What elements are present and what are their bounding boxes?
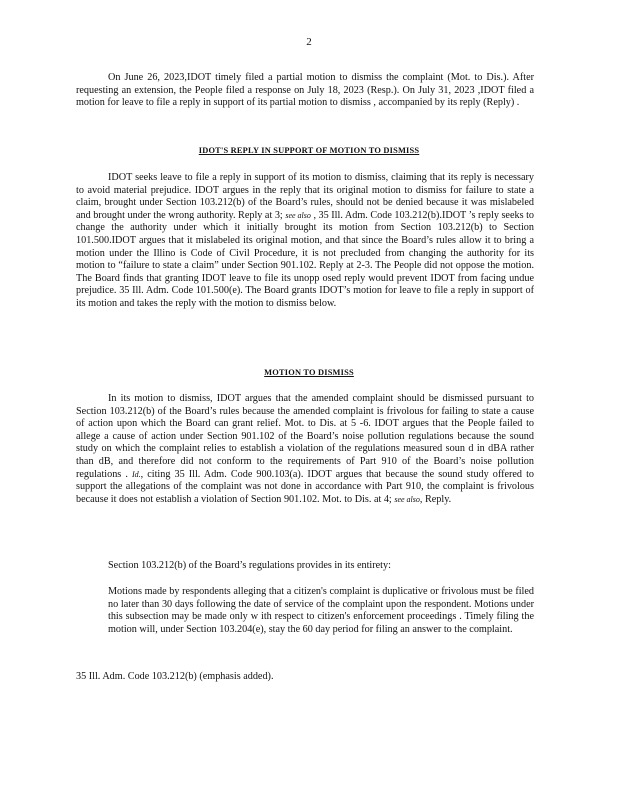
paragraph-intro-quote: Section 103.212(b) of the Board’s regulations provides in its entirety: [108, 560, 391, 571]
p2-text-b: , 35 Ill. Adm. Code 103.212(b).IDOT ’s reply seeks to change the authority under which it initially brought its motion from Section 103.212(b) to Section 101.500.IDOT argues that it mislabeled its original motion, and that since the Board’s rules allow it to bring a motion under the Illino is Code of Civil Procedure, it is not precluded from changing the authority for its motion to “failure to state a claim” under Section 901.102. Reply at 2-3. The People did not oppose the motion. The Board finds that granting IDOT leave to file its unopp osed reply would prevent IDOT from facing undue prejudice. 35 Ill. Adm. Code 101.500(e). The Board grants IDOT’s motion for leave to file a reply in support of its motion and takes the reply with the motion to dismiss below. [76, 209, 535, 309]
heading-motion-text: MOTION TO DISMISS [264, 368, 354, 377]
page-number: 2 [306, 36, 312, 48]
paragraph-procedural-history: On June 26, 2023,IDOT timely filed a partial motion to dismiss the complaint (Mot. to Dis.). After requesting an extension, the People filed a response on July 18, 2023 (Resp.). On July 31, 2023 ,IDOT filed a motion for leave to file a reply in support of its partial motion to dismiss , accompanied by its reply (Reply) . [76, 72, 534, 109]
section-heading-reply [0, 146, 618, 155]
p3-id: Id. [131, 469, 141, 479]
p3-see-also: see also [394, 494, 420, 504]
citation-line: 35 Ill. Adm. Code 103.212(b) (emphasis added). [76, 671, 274, 682]
p3-text-b: , citing 35 Ill. Adm. Code 900.103(a). IDOT argues that because the sound study offered to support the allegations of the complaint was not done in accordance with Part 910, the complaint is frivolous because it does not establish a violation of Section 901.102. Mot. to Dis. at 4; [76, 468, 534, 505]
section-heading-motion [0, 368, 618, 377]
heading-reply-text: IDOT'S REPLY IN SUPPORT OF MOTION TO DISMISS [198, 146, 420, 155]
block-quote-regulation: Motions made by respondents alleging that a citizen's complaint is duplicative or frivolous must be filed no later than 30 days following the date of service of the complaint upon the respondent. Motions under this subsection may be made only w ith respect to citizen's enforcement proceedings . Timely filing the motion will, under Section 103.204(e), stay the 60 day period for filing an answer to the complaint. [108, 586, 534, 635]
paragraph-reply-analysis [76, 172, 534, 311]
p3-text-a: In its motion to dismiss, IDOT argues that the amended complaint should be dismissed pursuant to Section 103.212(b) of the Board’s rules because the amended complaint is frivolous for failing to state a cause of action upon which the Board can grant relief. Mot. to Dis. at 5 -6. IDOT argues that the People failed to allege a cause of action under Section 901.102 of the Board’s noise pollution regulations because the sound study on which the complaint relies to establish a violation of the regulations measured soun d in dBA rather than dB, and therefore did not conform to the requirements of Part 910 of the Board’s noise pollution regulations . [76, 393, 534, 480]
p3-text-c: , Reply. [419, 493, 452, 505]
p2-text-a: IDOT seeks leave to file a reply in support of its motion to dismiss, claiming that its reply is necessary to avoid material prejudice. IDOT argues in the reply that its original motion to dismiss for failure to state a claim, brought under Section 103.212(b) of the Board’s rules, should not be denied because it was mislabeled and brought under the wrong authority. Reply at 3; [76, 172, 534, 221]
paragraph-motion-analysis [76, 393, 534, 506]
p2-see-also: see also [285, 210, 311, 220]
